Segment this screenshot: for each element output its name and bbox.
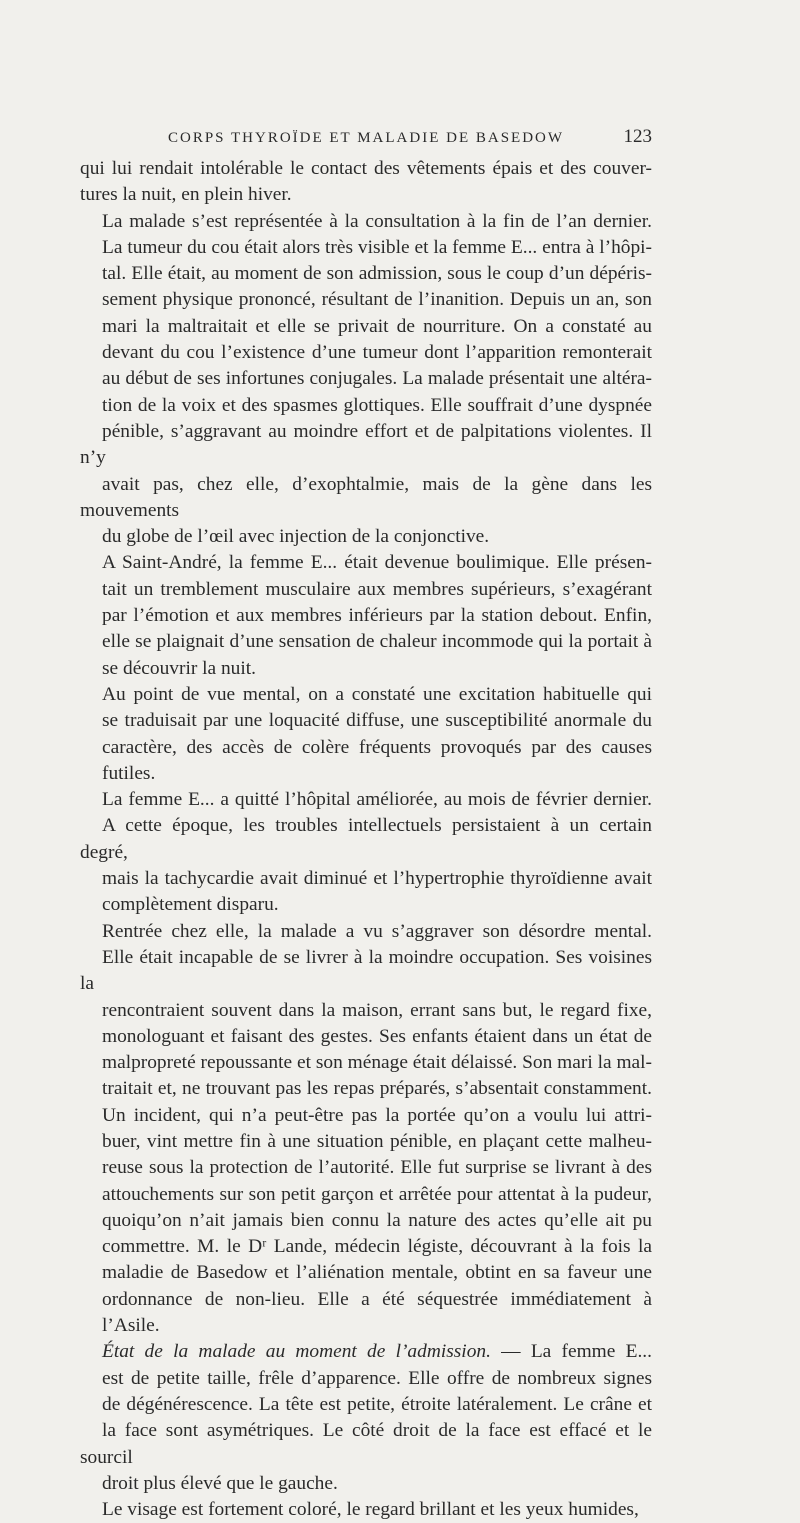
text-line: buer, vint mettre fin à une situation pénible, en plaçant cette malheu- xyxy=(102,1130,652,1152)
text-line: de dégénérescence. La tête est petite, étroite latéralement. Le crâne et xyxy=(102,1393,652,1415)
text-line: par l’émotion et aux membres inférieurs par la station debout. Enfin, xyxy=(102,605,652,627)
text-line: futiles. xyxy=(102,762,156,784)
text-line: quoiqu’on n’ait jamais bien connu la nature des actes qu’elle ait pu xyxy=(102,1209,652,1231)
paragraph xyxy=(80,156,652,209)
page-header xyxy=(80,124,652,154)
text-line: elle se plaignait d’une sensation de chaleur incommode qui la portait à xyxy=(102,631,652,653)
text-line: l’Asile. xyxy=(102,1315,160,1337)
text-line: la face sont asymétriques. Le côté droit de la face est effacé et le sourcil xyxy=(80,1420,652,1468)
text-line: mais la tachycardie avait diminué et l’hypertrophie thyroïdienne avait xyxy=(102,868,652,890)
text-line: A cette époque, les troubles intellectuels persistaient à un certain degré, xyxy=(80,815,652,863)
text-line: rencontraient souvent dans la maison, errant sans but, le regard fixe, xyxy=(102,999,652,1021)
text-line: se traduisait par une loquacité diffuse, une susceptibilité anormale du xyxy=(102,710,652,732)
text-line: devant du cou l’existence d’une tumeur dont l’apparition remonterait xyxy=(102,342,652,364)
paragraph xyxy=(80,682,652,787)
page-number: 123 xyxy=(623,126,652,147)
text-line: caractère, des accès de colère fréquents provoqués par des causes xyxy=(102,736,652,758)
running-title: CORPS THYROÏDE ET MALADIE DE BASEDOW xyxy=(167,130,565,146)
text-line: monologuant et faisant des gestes. Ses enfants étaient dans un état de xyxy=(102,1025,652,1047)
paragraph xyxy=(80,550,652,681)
paragraph xyxy=(80,1339,652,1497)
text-line: traitait et, ne trouvant pas les repas préparés, s’absentait constamment. xyxy=(102,1078,652,1100)
text-line: droit plus élevé que le gauche. xyxy=(102,1472,338,1494)
text-line: avait pas, chez elle, d’exophtalmie, mais de la gène dans les mouvements xyxy=(80,473,652,521)
text-line: tion de la voix et des spasmes glottiques. Elle souffrait d’une dyspnée xyxy=(102,394,652,416)
text-line: maladie de Basedow et l’aliénation mentale, obtint en sa faveur une xyxy=(102,1262,652,1284)
text-line: reuse sous la protection de l’autorité. Elle fut surprise se livrant à des xyxy=(102,1157,652,1179)
paragraph xyxy=(80,1497,652,1523)
text-line: tait un tremblement musculaire aux membres supérieurs, s’exagérant xyxy=(102,578,652,600)
text-line: se découvrir la nuit. xyxy=(102,657,256,679)
text-line: tal. Elle était, au moment de son admission, sous le coup d’un dépéris- xyxy=(102,263,652,285)
text-line: mari la maltraitait et elle se privait de nourriture. On a constaté au xyxy=(102,315,652,337)
text-line: au début de ses infortunes conjugales. La malade présentait une altéra- xyxy=(102,368,652,390)
text-line: Un incident, qui n’a peut-être pas la portée qu’on a voulu lui attri- xyxy=(102,1104,652,1126)
text-line: malpropreté repoussante et son ménage était délaissé. Son mari la mal- xyxy=(102,1052,652,1074)
text-line: Rentrée chez elle, la malade a vu s’aggraver son désordre mental. xyxy=(102,920,652,942)
text-line: tures la nuit, en plein hiver. xyxy=(80,184,292,206)
paragraph xyxy=(80,919,652,1340)
text-line: du globe de l’œil avec injection de la conjonctive. xyxy=(102,526,490,548)
text-line: Elle était incapable de se livrer à la moindre occupation. Ses voisines la xyxy=(80,946,652,995)
paragraph xyxy=(80,209,652,551)
text-line: A Saint-André, la femme E... était devenue boulimique. Elle présen- xyxy=(102,552,652,574)
text-line: pénible, s’aggravant au moindre effort et de palpitations violentes. Il n’y xyxy=(80,420,652,469)
text-line: complètement disparu. xyxy=(102,894,279,916)
text-line: La femme E... a quitté l’hôpital améliorée, au mois de février dernier. xyxy=(102,789,652,811)
text-line: commettre. M. le Dʳ Lande, médecin légiste, découvrant à la fois la xyxy=(102,1236,652,1258)
italic-heading: État de la malade au moment de l’admission. xyxy=(102,1341,491,1363)
text-line: Au point de vue mental, on a constaté une excitation habituelle qui xyxy=(102,683,652,705)
text-line: Le visage est fortement coloré, le regard brillant et les yeux humides, xyxy=(102,1499,639,1521)
text-line: attouchements sur son petit garçon et arrêtée pour attentat à la pudeur, xyxy=(102,1183,652,1205)
text-line: sement physique prononcé, résultant de l’inanition. Depuis un an, son xyxy=(102,289,652,311)
paragraph xyxy=(80,787,652,918)
text-line: ordonnance de non-lieu. Elle a été séquestrée immédiatement à xyxy=(102,1288,652,1310)
text-line: est de petite taille, frêle d’apparence. Elle offre de nombreux signes xyxy=(102,1367,652,1389)
text-line: État de la malade au moment de l’admission. — La femme E... xyxy=(102,1341,652,1363)
text-line: qui lui rendait intolérable le contact des vêtements épais et des couver- xyxy=(80,158,652,179)
text-line: La malade s’est représentée à la consultation à la fin de l’an dernier. xyxy=(102,210,652,232)
body-text xyxy=(80,156,652,1523)
text-line: La tumeur du cou était alors très visible et la femme E... entra à l’hôpi- xyxy=(102,236,652,258)
